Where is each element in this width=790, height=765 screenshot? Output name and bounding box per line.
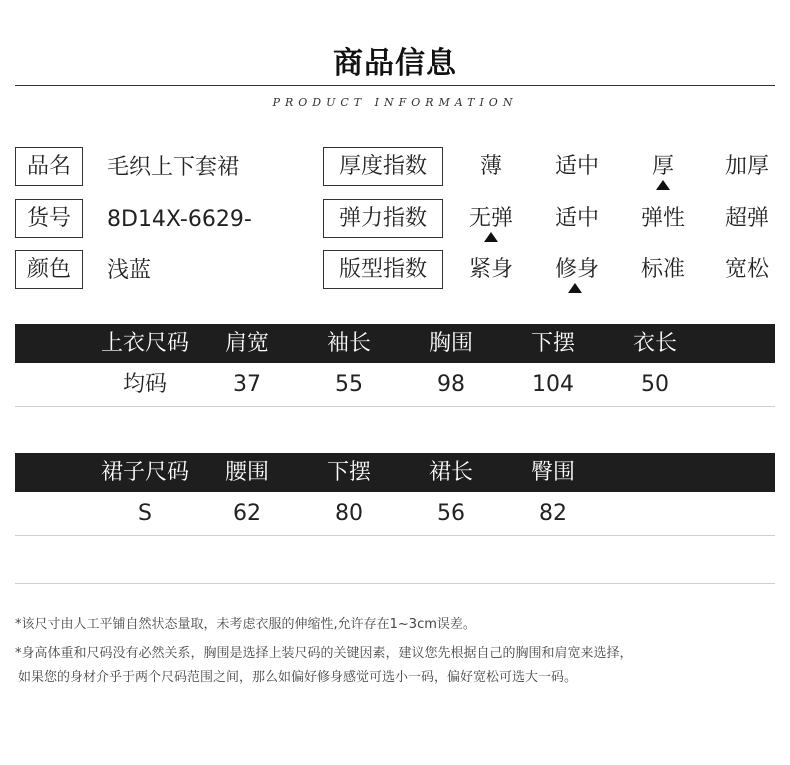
top-row-sleeve: 55 <box>335 372 363 397</box>
skirt-header-hip: 臀围 <box>530 460 575 485</box>
skirt-header-size: 裙子尺码 <box>100 460 189 485</box>
sku-label: 货号 <box>15 199 83 238</box>
fit-index-label: 版型指数 <box>323 250 443 289</box>
fit-option-tight: 紧身 <box>468 257 513 282</box>
skirt-row-hem: 80 <box>335 501 363 526</box>
elasticity-option-none: 无弹 <box>468 206 513 231</box>
skirt-row-waist: 62 <box>233 501 261 526</box>
thickness-option-extra-thick: 加厚 <box>724 154 769 179</box>
skirt-header-length: 裙长 <box>428 460 473 485</box>
top-row-size: 均码 <box>122 372 167 397</box>
elasticity-option-elastic: 弹性 <box>640 206 685 231</box>
top-row-bust: 98 <box>437 372 465 397</box>
name-value: 毛织上下套裙 <box>107 155 240 180</box>
elasticity-option-medium: 适中 <box>554 206 599 231</box>
skirt-row-size: S <box>138 501 152 526</box>
note-sizing-advice: *身高体重和尺码没有必然关系，胸围是选择上装尺码的关键因素，建议您先根据自己的胸围和肩宽来选择， <box>15 646 633 661</box>
thickness-index-label: 厚度指数 <box>323 147 443 186</box>
top-header-length: 衣长 <box>632 331 677 356</box>
skirt-header-hem: 下摆 <box>326 460 371 485</box>
color-label: 颜色 <box>15 250 83 289</box>
elasticity-option-super: 超弹 <box>724 206 769 231</box>
top-header-sleeve: 袖长 <box>326 331 371 356</box>
top-row-length: 50 <box>641 372 669 397</box>
color-value: 浅蓝 <box>107 258 152 283</box>
name-label: 品名 <box>15 147 83 186</box>
top-header-shoulder: 肩宽 <box>224 331 269 356</box>
top-row-hem: 104 <box>532 372 574 397</box>
top-row-shoulder: 37 <box>233 372 261 397</box>
elasticity-selected-marker-icon <box>484 232 498 242</box>
thickness-selected-marker-icon <box>656 180 670 190</box>
fit-option-standard: 标准 <box>640 257 685 282</box>
thickness-option-thick: 厚 <box>651 154 674 179</box>
page-subtitle: PRODUCT INFORMATION <box>272 96 518 109</box>
sku-value: 8D14X-6629- <box>107 207 252 232</box>
top-header-bust: 胸围 <box>428 331 473 356</box>
fit-selected-marker-icon <box>568 283 582 293</box>
fit-option-loose: 宽松 <box>724 257 769 282</box>
skirt-row-length: 56 <box>437 501 465 526</box>
top-header-size: 上衣尺码 <box>100 331 189 356</box>
skirt-header-waist: 腰围 <box>224 460 269 485</box>
notes-divider <box>15 583 775 584</box>
fit-option-slim: 修身 <box>554 257 599 282</box>
title-divider <box>15 85 775 86</box>
page-title: 商品信息 <box>333 46 457 81</box>
note-measurement: *该尺寸由人工平铺自然状态量取，未考虑衣服的伸缩性,允许存在1~3cm误差。 <box>15 617 476 632</box>
note-sizing-advice-continued: 如果您的身材介乎于两个尺码范围之间，那么如偏好修身感觉可选小一码，偏好宽松可选大一码。 <box>18 670 578 685</box>
skirt-table-divider <box>15 535 775 536</box>
skirt-row-hip: 82 <box>539 501 567 526</box>
top-header-hem: 下摆 <box>530 331 575 356</box>
thickness-option-thin: 薄 <box>479 154 502 179</box>
elasticity-index-label: 弹力指数 <box>323 199 443 238</box>
next-section-heading-partial <box>330 758 430 765</box>
thickness-option-medium: 适中 <box>554 154 599 179</box>
top-table-divider <box>15 406 775 407</box>
